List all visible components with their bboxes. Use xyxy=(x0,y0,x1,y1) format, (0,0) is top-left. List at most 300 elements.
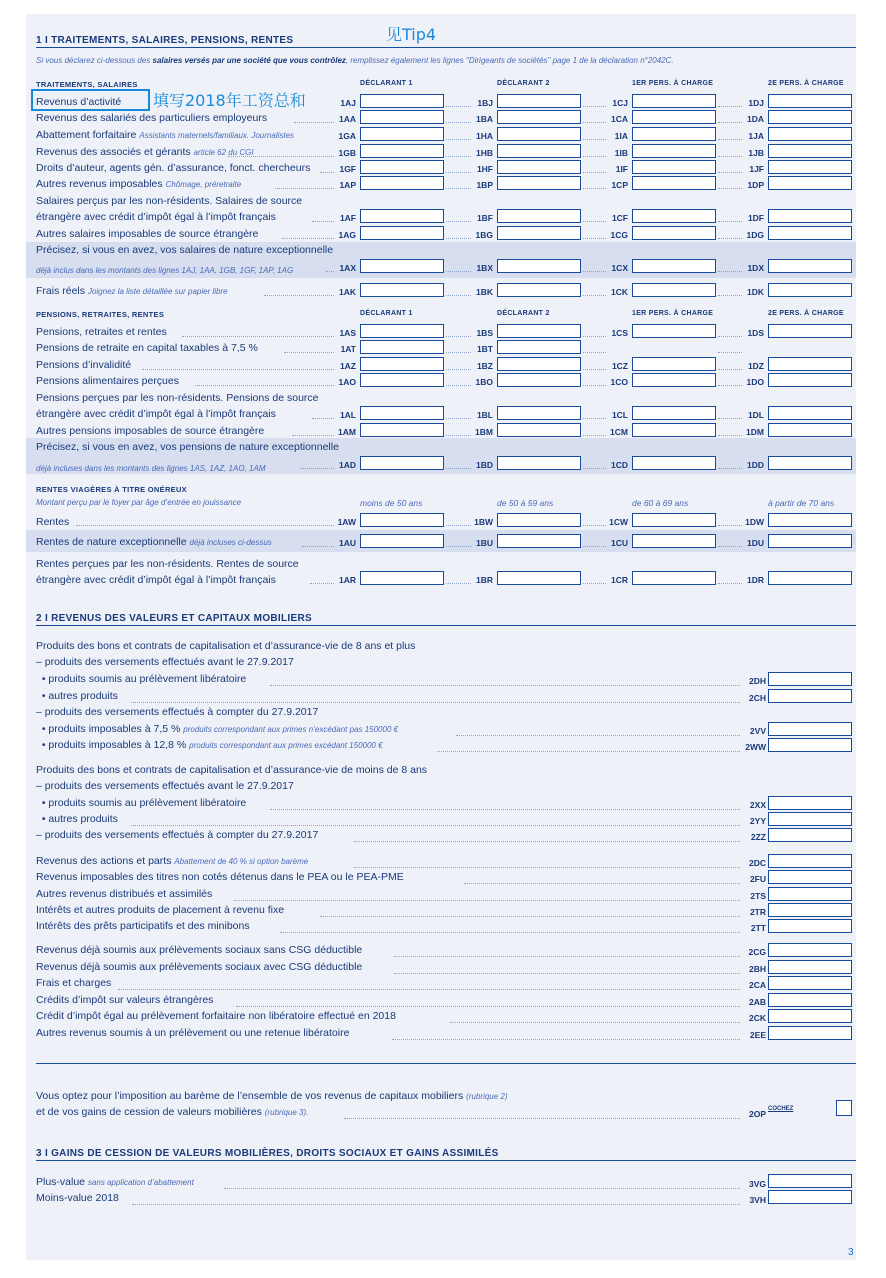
row-s2-18-text: Intérêts des prêts participatifs et des minibons xyxy=(36,920,250,932)
row-pr-3-text: Pensions alimentaires perçues xyxy=(36,375,179,387)
row-s2-1 xyxy=(36,656,294,668)
dotted-leader xyxy=(142,368,334,370)
code-1CW: 1CW xyxy=(609,517,628,527)
input-1AX[interactable] xyxy=(360,259,444,273)
row-autres-etrangere xyxy=(36,228,258,240)
code-2CG: 2CG xyxy=(748,947,766,957)
input-1BG[interactable] xyxy=(497,226,581,240)
row-s2-6-note: produits correspondant aux primes excédant 150000 € xyxy=(189,741,383,750)
input-2XX[interactable] xyxy=(768,796,852,810)
code-1HA: 1HA xyxy=(475,131,493,141)
input-1DU[interactable] xyxy=(768,534,852,548)
row-nonres-line1-text: Salaires perçus par les non-résidents. Salaires de source xyxy=(36,195,303,207)
code-2CH: 2CH xyxy=(748,693,766,703)
row-s2-15-text: Revenus imposables des titres non cotés détenus dans le PEA ou le PEA-PME xyxy=(36,871,404,883)
dotted-leader xyxy=(131,824,740,826)
input-1BM[interactable] xyxy=(497,423,581,437)
input-1DJ[interactable] xyxy=(768,94,852,108)
row-ts-4-text: Droits d’auteur, agents gén. d’assurance, fonct. chercheurs xyxy=(36,162,311,174)
option-bareme-line2-text: et de vos gains de cession de valeurs mobilières xyxy=(36,1106,265,1118)
row-pexcep-line1 xyxy=(36,441,339,453)
code-1AK: 1AK xyxy=(338,287,356,297)
code-1CZ: 1CZ xyxy=(611,361,628,371)
input-1IF[interactable] xyxy=(632,160,716,174)
code-1CA: 1CA xyxy=(610,114,628,124)
row-s2-2 xyxy=(36,673,246,685)
code-1AD: 1AD xyxy=(338,460,356,470)
input-1BT[interactable] xyxy=(497,340,581,354)
row-s2-22 xyxy=(36,977,111,989)
dotted-leader xyxy=(320,915,740,917)
row-s2-5-note: produits correspondant aux primes n’excédant pas 150000 € xyxy=(183,725,399,734)
code-1HB: 1HB xyxy=(475,148,493,158)
code-1AL: 1AL xyxy=(339,410,356,420)
code-1JA: 1JA xyxy=(748,131,764,141)
code-1CK: 1CK xyxy=(610,287,628,297)
input-1AS[interactable] xyxy=(360,324,444,338)
input-1DO[interactable] xyxy=(768,373,852,387)
input-2DC[interactable] xyxy=(768,854,852,868)
code-2WW: 2WW xyxy=(745,742,766,752)
input-1JA[interactable] xyxy=(768,127,852,141)
input-2WW[interactable] xyxy=(768,738,852,752)
dotted-leader xyxy=(392,1038,740,1040)
code-1DX: 1DX xyxy=(747,263,764,273)
input-2TR[interactable] xyxy=(768,903,852,917)
input-1AW[interactable] xyxy=(360,513,444,527)
code-1DS: 1DS xyxy=(747,328,764,338)
input-1DX[interactable] xyxy=(768,259,852,273)
input-1DZ[interactable] xyxy=(768,357,852,371)
input-2CH[interactable] xyxy=(768,689,852,703)
row-ts-2-note: Assistants maternels/familiaux. Journalistes xyxy=(139,131,295,140)
code-1CR: 1CR xyxy=(610,575,628,585)
code-1CX: 1CX xyxy=(611,263,628,273)
row-s2-6 xyxy=(36,739,383,751)
row-plus-value-note: sans application d’abattement xyxy=(87,1178,194,1187)
code-2TS: 2TS xyxy=(750,891,766,901)
row-ts-1-text: Revenus des salariés des particuliers employeurs xyxy=(36,112,268,124)
code-3VH: 3VH xyxy=(749,1195,766,1205)
input-1BR[interactable] xyxy=(497,571,581,585)
code-2DH: 2DH xyxy=(748,676,766,686)
row-s2-10 xyxy=(36,797,246,809)
header-declarant-1: DÉCLARANT 1 xyxy=(360,310,413,317)
section-1-note-note_post: , remplissez également les lignes "Dirigeants de sociétés" page 1 de la déclaration n°2042C. xyxy=(345,56,674,65)
dotted-leader xyxy=(234,899,740,901)
code-1BU: 1BU xyxy=(475,538,493,548)
dotted-leader xyxy=(132,1203,740,1205)
row-moins-value-text: Moins-value 2018 xyxy=(36,1192,119,1204)
row-excep-line2: déjà inclus dans les montants des lignes 1AJ, 1AA, 1GB, 1GF, 1AP, 1AG xyxy=(36,266,294,275)
code-1AU: 1AU xyxy=(338,538,356,548)
row-s2-23 xyxy=(36,994,213,1006)
input-1CW[interactable] xyxy=(632,513,716,527)
row-frais-reels-note: Joignez la liste détaillée sur papier libre xyxy=(87,287,228,296)
input-1CP[interactable] xyxy=(632,176,716,190)
row-rentes xyxy=(36,516,69,528)
option-bareme-line1-text: Vous optez pour l’imposition au barème de l’ensemble de vos revenus de capitaux mobiliers xyxy=(36,1090,467,1102)
header-pers-charge-2: 2E PERS. À CHARGE xyxy=(768,80,844,87)
input-1CO[interactable] xyxy=(632,373,716,387)
dotted-leader xyxy=(718,351,742,353)
row-s2-4 xyxy=(36,706,318,718)
row-excep-line1-text: Précisez, si vous en avez, vos salaires de nature exceptionnelle xyxy=(36,244,334,256)
dotted-leader xyxy=(270,684,740,686)
code-1DM: 1DM xyxy=(746,427,764,437)
dotted-leader xyxy=(583,351,606,353)
row-s2-5-text: • produits imposables à 7,5 % xyxy=(36,723,184,735)
code-1AS: 1AS xyxy=(339,328,356,338)
code-1BR: 1BR xyxy=(475,575,493,585)
input-1BX[interactable] xyxy=(497,259,581,273)
row-s2-9 xyxy=(36,780,294,792)
row-ts-5 xyxy=(36,178,241,190)
code-1BT: 1BT xyxy=(476,344,493,354)
row-nonres-line2 xyxy=(36,211,276,223)
dotted-leader xyxy=(456,734,740,736)
row-rentes-text: Rentes xyxy=(36,516,70,528)
row-s2-21 xyxy=(36,961,362,973)
code-2ZZ: 2ZZ xyxy=(750,832,766,842)
code-1DG: 1DG xyxy=(746,230,764,240)
input-1CM[interactable] xyxy=(632,423,716,437)
code-1GF: 1GF xyxy=(339,164,356,174)
code-1DZ: 1DZ xyxy=(747,361,764,371)
row-autres-etrangere-text: Autres salaires imposables de source étrangère xyxy=(36,228,259,240)
row-pnr-line2 xyxy=(36,408,276,420)
input-1CJ[interactable] xyxy=(632,94,716,108)
row-excep-line1 xyxy=(36,244,333,256)
dotted-leader xyxy=(354,840,740,842)
code-2TR: 2TR xyxy=(749,907,766,917)
input-1AJ[interactable] xyxy=(360,94,444,108)
row-pr-0 xyxy=(36,326,167,338)
dotted-leader xyxy=(437,750,740,752)
code-2YY: 2YY xyxy=(749,816,766,826)
code-1CG: 1CG xyxy=(610,230,628,240)
input-1DW[interactable] xyxy=(768,513,852,527)
row-pr-2 xyxy=(36,359,131,371)
input-1JF[interactable] xyxy=(768,160,852,174)
code-1IF: 1IF xyxy=(615,164,628,174)
row-s2-8-text: Produits des bons et contrats de capitalisation et d’assurance-vie de moins de 8 ans xyxy=(36,764,428,776)
row-s2-18 xyxy=(36,920,250,932)
input-1GF[interactable] xyxy=(360,160,444,174)
input-1HB[interactable] xyxy=(497,144,581,158)
input-1IA[interactable] xyxy=(632,127,716,141)
dotted-leader xyxy=(224,1187,740,1189)
row-s2-14 xyxy=(36,855,308,867)
input-2TT[interactable] xyxy=(768,919,852,933)
dotted-leader xyxy=(464,882,740,884)
section-1-title: 1 I TRAITEMENTS, SALAIRES, PENSIONS, RENTES xyxy=(36,35,294,46)
input-1CD[interactable] xyxy=(632,456,716,470)
input-1IB[interactable] xyxy=(632,144,716,158)
input-1AT[interactable] xyxy=(360,340,444,354)
row-nonres-line2-text: étrangère avec crédit d’impôt égal à l’impôt français xyxy=(36,211,276,223)
code-1DU: 1DU xyxy=(746,538,764,548)
code-1BW: 1BW xyxy=(474,517,493,527)
input-1DA[interactable] xyxy=(768,110,852,124)
input-1BZ[interactable] xyxy=(497,357,581,371)
input-1CX[interactable] xyxy=(632,259,716,273)
section-1-note-note_bold: salaires versés par une société que vous contrôlez xyxy=(152,56,346,65)
header-pers-charge-2: 2E PERS. À CHARGE xyxy=(768,310,844,317)
row-s2-3 xyxy=(36,690,118,702)
option-bareme-line1-note: (rubrique 2) xyxy=(466,1092,508,1101)
row-s2-3-text: • autres produits xyxy=(36,690,118,702)
code-1CS: 1CS xyxy=(611,328,628,338)
input-1JB[interactable] xyxy=(768,144,852,158)
code-1BM: 1BM xyxy=(475,427,493,437)
dotted-leader xyxy=(344,1117,740,1119)
row-pnr-line2-text: étrangère avec crédit d’impôt égal à l’impôt français xyxy=(36,408,276,420)
input-1BP[interactable] xyxy=(497,176,581,190)
input-3VG[interactable] xyxy=(768,1174,852,1188)
input-1GB[interactable] xyxy=(360,144,444,158)
code-1CD: 1CD xyxy=(610,460,628,470)
row-nonres-line1 xyxy=(36,195,302,207)
row-ts-0 xyxy=(36,96,121,108)
row-s2-12-text: – produits des versements effectués à compter du 27.9.2017 xyxy=(36,829,319,841)
row-s2-16 xyxy=(36,888,212,900)
rentes-viageres-note: Montant perçu par le foyer par âge d’entrée en jouissance xyxy=(36,498,242,507)
input-1CL[interactable] xyxy=(632,406,716,420)
input-1AG[interactable] xyxy=(360,226,444,240)
code-2DC: 2DC xyxy=(748,858,766,868)
input-1DM[interactable] xyxy=(768,423,852,437)
age-header-1: moins de 50 ans xyxy=(360,498,423,508)
row-pensions-autres-text: Autres pensions imposables de source étrangère xyxy=(36,425,265,437)
dotted-leader xyxy=(450,1021,740,1023)
header-pers-charge-1: 1ER PERS. À CHARGE xyxy=(632,310,714,317)
dotted-leader xyxy=(394,955,740,957)
code-2EE: 2EE xyxy=(749,1030,766,1040)
input-1AP[interactable] xyxy=(360,176,444,190)
input-1BD[interactable] xyxy=(497,456,581,470)
code-1GA: 1GA xyxy=(338,131,356,141)
input-2DH[interactable] xyxy=(768,672,852,686)
input-1BS[interactable] xyxy=(497,324,581,338)
input-1BK[interactable] xyxy=(497,283,581,297)
row-s2-20-text: Revenus déjà soumis aux prélèvements sociaux sans CSG déductible xyxy=(36,944,363,956)
dotted-leader xyxy=(228,155,334,157)
row-pensions-autres xyxy=(36,425,264,437)
row-frais-reels-text: Frais réels xyxy=(36,285,88,297)
subheader-rentes-viageres: RENTES VIAGÈRES À TITRE ONÉREUX xyxy=(36,485,187,494)
input-1DK[interactable] xyxy=(768,283,852,297)
row-s2-17-text: Intérêts et autres produits de placement à revenu fixe xyxy=(36,904,285,916)
code-1DR: 1DR xyxy=(746,575,764,585)
code-1AJ: 1AJ xyxy=(340,98,356,108)
dotted-leader xyxy=(394,972,740,974)
input-2CG[interactable] xyxy=(768,943,852,957)
row-s2-2-text: • produits soumis au prélèvement libératoire xyxy=(36,673,247,685)
section-3-rule xyxy=(36,1160,856,1161)
code-2FU: 2FU xyxy=(749,874,766,884)
section-2-rule xyxy=(36,625,856,626)
row-s2-9-text: – produits des versements effectués avant le 27.9.2017 xyxy=(36,780,294,792)
row-ts-2 xyxy=(36,129,294,141)
dotted-leader xyxy=(270,808,740,810)
input-1DF[interactable] xyxy=(768,209,852,223)
input-1DS[interactable] xyxy=(768,324,852,338)
row-rnr-line1-text: Rentes perçues par les non-résidents. Rentes de source xyxy=(36,558,299,570)
input-1CA[interactable] xyxy=(632,110,716,124)
subheader-pensions: PENSIONS, RETRAITES, RENTES xyxy=(36,310,165,319)
age-header-2: de 50 à 59 ans xyxy=(497,498,554,508)
tip-annotation: 填写2018年工资总和 xyxy=(153,91,306,110)
row-s2-12 xyxy=(36,829,318,841)
row-s2-16-text: Autres revenus distribués et assimilés xyxy=(36,888,213,900)
input-2BH[interactable] xyxy=(768,960,852,974)
code-2XX: 2XX xyxy=(749,800,766,810)
input-1AA[interactable] xyxy=(360,110,444,124)
code-2AB: 2AB xyxy=(748,997,766,1007)
input-1BA[interactable] xyxy=(497,110,581,124)
input-1AF[interactable] xyxy=(360,209,444,223)
code-1DO: 1DO xyxy=(746,377,764,387)
input-1AR[interactable] xyxy=(360,571,444,585)
input-1CS[interactable] xyxy=(632,324,716,338)
input-2EE[interactable] xyxy=(768,1026,852,1040)
input-1DL[interactable] xyxy=(768,406,852,420)
input-2AB[interactable] xyxy=(768,993,852,1007)
input-1BJ[interactable] xyxy=(497,94,581,108)
input-1AZ[interactable] xyxy=(360,357,444,371)
input-2YY[interactable] xyxy=(768,812,852,826)
row-s2-21-text: Revenus déjà soumis aux prélèvements sociaux avec CSG déductible xyxy=(36,961,363,973)
row-s2-24-text: Crédit d’impôt égal au prélèvement forfaitaire non libératoire effectué en 2018 xyxy=(36,1010,396,1022)
header-declarant-2: DÉCLARANT 2 xyxy=(497,310,550,317)
row-s2-24 xyxy=(36,1010,396,1022)
code-1AW: 1AW xyxy=(337,517,356,527)
code-1AO: 1AO xyxy=(338,377,356,387)
section-1-note-note_pre: Si vous déclarez ci-dessous des xyxy=(36,56,153,65)
input-2TS[interactable] xyxy=(768,887,852,901)
input-1DP[interactable] xyxy=(768,176,852,190)
input-2ZZ[interactable] xyxy=(768,828,852,842)
input-1AD[interactable] xyxy=(360,456,444,470)
option-bareme-line2 xyxy=(36,1106,308,1118)
row-s2-11 xyxy=(36,813,118,825)
input-1BO[interactable] xyxy=(497,373,581,387)
input-1CZ[interactable] xyxy=(632,357,716,371)
input-1CF[interactable] xyxy=(632,209,716,223)
row-rnr-line2 xyxy=(36,574,276,586)
row-s2-10-text: • produits soumis au prélèvement libératoire xyxy=(36,797,247,809)
code-1BD: 1BD xyxy=(475,460,493,470)
input-1BW[interactable] xyxy=(497,513,581,527)
code-1JB: 1JB xyxy=(748,148,764,158)
row-ts-3 xyxy=(36,146,254,158)
input-1DD[interactable] xyxy=(768,456,852,470)
dotted-leader xyxy=(264,294,334,296)
input-1DR[interactable] xyxy=(768,571,852,585)
input-2CA[interactable] xyxy=(768,976,852,990)
row-s2-0 xyxy=(36,640,415,652)
code-1BZ: 1BZ xyxy=(476,361,493,371)
input-1AM[interactable] xyxy=(360,423,444,437)
row-s2-11-text: • autres produits xyxy=(36,813,118,825)
row-moins-value xyxy=(36,1192,119,1204)
code-1GB: 1GB xyxy=(338,148,356,158)
input-2CK[interactable] xyxy=(768,1009,852,1023)
code-1BO: 1BO xyxy=(475,377,493,387)
code-1BP: 1BP xyxy=(476,180,493,190)
code-1DL: 1DL xyxy=(747,410,764,420)
input-1BF[interactable] xyxy=(497,209,581,223)
option-bareme-line1 xyxy=(36,1090,508,1102)
code-1BK: 1BK xyxy=(475,287,493,297)
input-1CK[interactable] xyxy=(632,283,716,297)
input-1CG[interactable] xyxy=(632,226,716,240)
row-ts-5-note: Chômage, préretraite xyxy=(165,180,242,189)
row-pr-0-text: Pensions, retraites et rentes xyxy=(36,326,167,338)
input-1HA[interactable] xyxy=(497,127,581,141)
input-3VH[interactable] xyxy=(768,1190,852,1204)
code-1AR: 1AR xyxy=(338,575,356,585)
code-1DD: 1DD xyxy=(746,460,764,470)
input-2FU[interactable] xyxy=(768,870,852,884)
header-declarant-2: DÉCLARANT 2 xyxy=(497,80,550,87)
row-pexcep-line1-text: Précisez, si vous en avez, vos pensions de nature exceptionnelle xyxy=(36,441,339,453)
input-1DG[interactable] xyxy=(768,226,852,240)
code-3VG: 3VG xyxy=(748,1179,766,1189)
code-1BS: 1BS xyxy=(476,328,493,338)
code-1DJ: 1DJ xyxy=(748,98,764,108)
input-1AL[interactable] xyxy=(360,406,444,420)
code-1IA: 1IA xyxy=(614,131,628,141)
cochez-label: COCHEZ xyxy=(768,1106,794,1112)
input-1BL[interactable] xyxy=(497,406,581,420)
code-2VV: 2VV xyxy=(749,726,766,736)
option-bareme-checkbox[interactable] xyxy=(836,1100,852,1116)
code-1DW: 1DW xyxy=(745,517,764,527)
code-1BG: 1BG xyxy=(475,230,493,240)
input-1AK[interactable] xyxy=(360,283,444,297)
row-ts-3-note: article 62 du CGI xyxy=(193,148,254,157)
code-1CM: 1CM xyxy=(610,427,628,437)
input-1AO[interactable] xyxy=(360,373,444,387)
row-s2-0-text: Produits des bons et contrats de capitalisation et d’assurance-vie de 8 ans et plus xyxy=(36,640,416,652)
row-s2-25-text: Autres revenus soumis à un prélèvement ou une retenue libératoire xyxy=(36,1027,350,1039)
code-1BF: 1BF xyxy=(476,213,493,223)
input-1GA[interactable] xyxy=(360,127,444,141)
code-1DF: 1DF xyxy=(747,213,764,223)
row-ts-4 xyxy=(36,162,310,174)
input-1AU[interactable] xyxy=(360,534,444,548)
code-1AP: 1AP xyxy=(339,180,356,190)
row-pr-3 xyxy=(36,375,179,387)
row-s2-20 xyxy=(36,944,362,956)
code-1DP: 1DP xyxy=(747,180,764,190)
row-pexcep-line2: déjà incluses dans les montants des lignes 1AS, 1AZ, 1AO, 1AM xyxy=(36,464,266,473)
tip4-annotation: 见Tip4 xyxy=(386,25,437,44)
input-1BU[interactable] xyxy=(497,534,581,548)
row-ts-0-text: Revenus d’activité xyxy=(36,96,122,108)
input-1CR[interactable] xyxy=(632,571,716,585)
row-s2-14-text: Revenus des actions et parts xyxy=(36,855,175,867)
input-1CU[interactable] xyxy=(632,534,716,548)
input-2VV[interactable] xyxy=(768,722,852,736)
input-1HF[interactable] xyxy=(497,160,581,174)
code-1CJ: 1CJ xyxy=(612,98,628,108)
code-1BJ: 1BJ xyxy=(477,98,493,108)
code-1AA: 1AA xyxy=(338,114,356,124)
row-frais-reels xyxy=(36,285,228,297)
